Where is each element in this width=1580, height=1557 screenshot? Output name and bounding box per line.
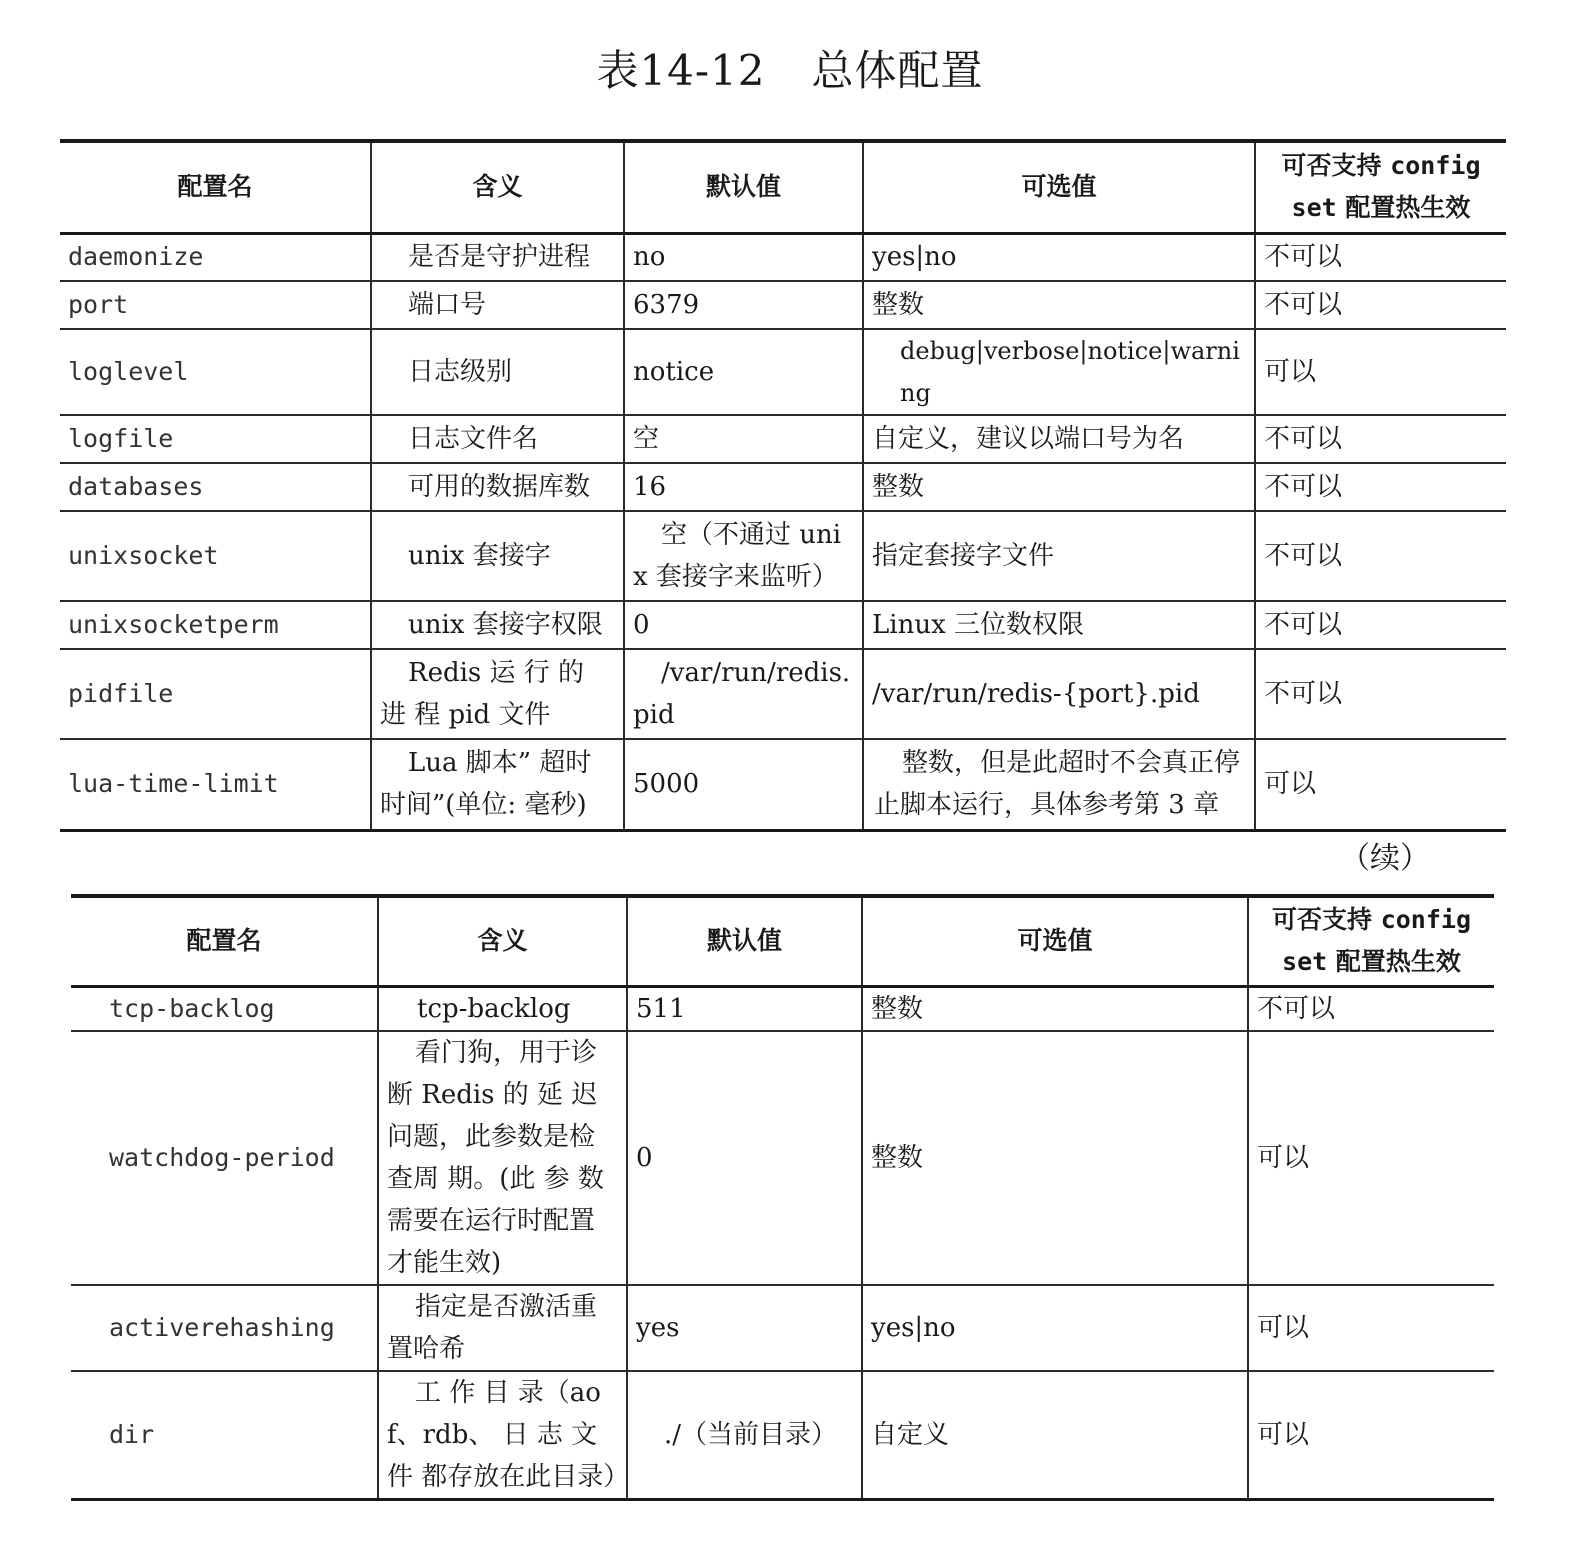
cell-hot: 不可以	[1255, 601, 1506, 649]
cell-name: pidfile	[60, 649, 371, 739]
cell-name: watchdog-period	[71, 1031, 378, 1285]
cell-meaning	[371, 649, 624, 739]
header-name: 配置名	[60, 141, 371, 233]
config-table-1	[60, 139, 1506, 832]
cell-meaning	[378, 1285, 627, 1371]
cell-meaning	[378, 1031, 627, 1285]
header-options: 可选值	[862, 896, 1248, 986]
header-hot-code2: set	[1282, 947, 1328, 977]
table-row	[60, 329, 1506, 415]
cell-name: databases	[60, 463, 371, 511]
cell-default: 511	[627, 986, 862, 1031]
cell-options: 指定套接字文件	[863, 511, 1255, 601]
cell-name: dir	[71, 1371, 378, 1500]
table-row	[60, 281, 1506, 329]
cell-default: 5000	[624, 739, 863, 830]
cell-meaning	[371, 463, 624, 511]
cell-default: no	[624, 233, 863, 281]
header-hot-reload	[1255, 141, 1506, 233]
cell-meaning: tcp-backlog	[378, 986, 627, 1031]
table-row	[60, 415, 1506, 463]
cell-meaning	[371, 329, 624, 415]
table-caption	[0, 38, 1580, 98]
cell-meaning-text: 指定是否激活重置哈希	[387, 1291, 598, 1364]
cell-meaning-text: 日志文件名	[408, 424, 539, 454]
cell-meaning	[371, 233, 624, 281]
cell-options: 自定义，建议以端口号为名	[863, 415, 1255, 463]
cell-default	[624, 511, 863, 601]
table-row	[71, 1285, 1494, 1371]
header-hot-code1: config	[1380, 905, 1472, 935]
cell-hot: 可以	[1255, 329, 1506, 415]
cell-meaning	[371, 281, 624, 329]
header-row	[71, 896, 1494, 986]
cell-default	[624, 649, 863, 739]
cell-options: yes|no	[862, 1285, 1248, 1371]
cell-options: 整数	[863, 281, 1255, 329]
cell-meaning-text: Redis 运 行 的 进 程 pid 文件	[380, 658, 585, 730]
cell-default: notice	[624, 329, 863, 415]
cell-meaning	[371, 415, 624, 463]
cell-hot: 可以	[1248, 1031, 1494, 1285]
header-meaning: 含义	[371, 141, 624, 233]
cell-options: yes|no	[863, 233, 1255, 281]
cell-name: port	[60, 281, 371, 329]
cell-name: loglevel	[60, 329, 371, 415]
cell-hot: 可以	[1248, 1285, 1494, 1371]
header-default: 默认值	[627, 896, 862, 986]
header-meaning: 含义	[378, 896, 627, 986]
config-table-2	[71, 894, 1494, 1501]
cell-options: /var/run/redis-{port}.pid	[863, 649, 1255, 739]
header-hot-suffix: 配置热生效	[1335, 947, 1461, 977]
cell-meaning	[371, 739, 624, 830]
header-hot-prefix: 可否支持	[1281, 151, 1382, 181]
cell-meaning	[371, 601, 624, 649]
caption-number: 表14-12	[596, 46, 766, 95]
table-row	[60, 463, 1506, 511]
cell-name: lua-time-limit	[60, 739, 371, 830]
header-row	[60, 141, 1506, 233]
cell-meaning-text: 可用的数据库数	[408, 472, 591, 502]
cell-default: ./（当前目录）	[627, 1371, 862, 1500]
table-row	[60, 511, 1506, 601]
cell-meaning-text: 工 作 目 录（aof、rdb、 日 志 文 件 都存放在此目录）	[387, 1377, 630, 1492]
cell-options-text: 整数，但是此超时不会真正停止脚本运行，具体参考第 3 章	[874, 748, 1241, 821]
cell-hot: 不可以	[1255, 281, 1506, 329]
cell-meaning	[378, 1371, 630, 1500]
cell-options: debug|verbose|notice|warning	[863, 329, 1255, 415]
cell-name: unixsocket	[60, 511, 371, 601]
cell-hot: 不可以	[1255, 463, 1506, 511]
table-row	[60, 649, 1506, 739]
cell-name: activerehashing	[71, 1285, 378, 1371]
cell-options: 整数	[863, 463, 1255, 511]
table-row	[71, 986, 1494, 1031]
table-row	[71, 1031, 1494, 1285]
table-row	[60, 233, 1506, 281]
header-name: 配置名	[71, 896, 378, 986]
cell-meaning	[371, 511, 624, 601]
cell-name: daemonize	[60, 233, 371, 281]
cell-meaning-text: 日志级别	[408, 357, 513, 387]
cell-hot: 不可以	[1248, 986, 1494, 1031]
cell-default: 6379	[624, 281, 863, 329]
cell-default-text: 空（不通过 unix 套接字来监听）	[633, 520, 842, 592]
caption-title: 总体配置	[811, 46, 984, 95]
cell-hot: 可以	[1255, 739, 1506, 830]
cell-options	[863, 739, 1255, 830]
cell-default: 空	[624, 415, 863, 463]
cell-default: 16	[624, 463, 863, 511]
header-hot-prefix: 可否支持	[1271, 905, 1372, 935]
cell-name: tcp-backlog	[71, 986, 378, 1031]
header-options: 可选值	[863, 141, 1255, 233]
continued-label: （续）	[1340, 841, 1430, 876]
cell-meaning-text: Lua 脚本” 超时 时间”(单位: 毫秒)	[380, 748, 592, 821]
cell-meaning-text: 端口号	[408, 290, 487, 320]
cell-default-text: /var/run/redis.pid	[633, 658, 851, 730]
header-hot-code2: set	[1291, 193, 1337, 223]
cell-hot: 不可以	[1255, 511, 1506, 601]
cell-name: logfile	[60, 415, 371, 463]
header-hot-code1: config	[1390, 151, 1481, 181]
header-hot-suffix: 配置热生效	[1345, 193, 1471, 223]
cell-hot: 不可以	[1255, 649, 1506, 739]
cell-hot: 不可以	[1255, 233, 1506, 281]
table-row	[71, 1371, 1494, 1500]
cell-meaning-text: unix 套接字	[408, 541, 551, 571]
cell-options: Linux 三位数权限	[863, 601, 1255, 649]
header-hot-reload	[1248, 896, 1494, 986]
table-row	[60, 739, 1506, 830]
cell-options: 整数	[862, 1031, 1248, 1285]
header-default: 默认值	[624, 141, 863, 233]
cell-meaning-text: 是否是守护进程	[408, 242, 591, 273]
cell-options: 自定义	[862, 1371, 1248, 1500]
cell-default: 0	[627, 1031, 862, 1285]
cell-name: unixsocketperm	[60, 601, 371, 649]
cell-default: yes	[627, 1285, 862, 1371]
cell-meaning-text: unix 套接字权限	[408, 610, 603, 640]
cell-default: 0	[624, 601, 863, 649]
table-row	[60, 601, 1506, 649]
cell-meaning-text: 看门狗，用于诊断 Redis 的 延 迟 问题，此参数是检查周 期。(此 参 数 需要在运行时配置才能生效)	[387, 1037, 604, 1278]
cell-hot: 可以	[1248, 1371, 1494, 1500]
cell-hot: 不可以	[1255, 415, 1506, 463]
cell-options: 整数	[862, 986, 1248, 1031]
